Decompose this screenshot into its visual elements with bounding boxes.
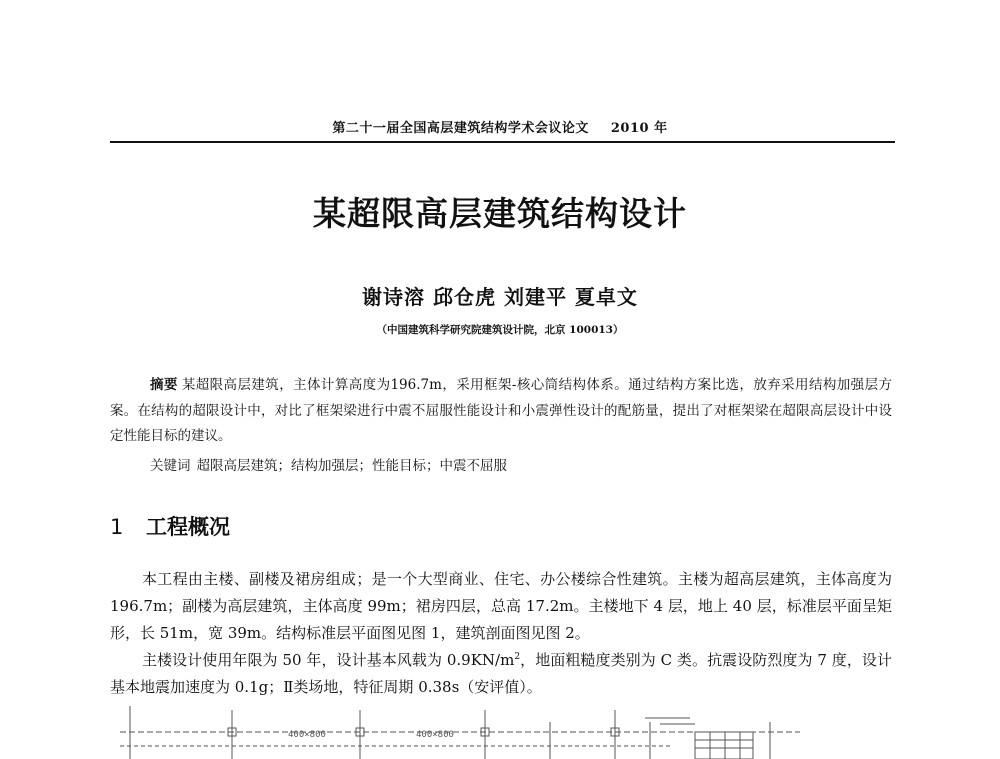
running-head-text: 第二十一届全国高层建筑结构学术会议论文 — [332, 121, 589, 136]
authors: 谢诗溶 邱仓虎 刘建平 夏卓文 — [362, 285, 638, 309]
body-paragraph-1: 本工程由主楼、副楼及裙房组成；是一个大型商业、住宅、办公楼综合性建筑。主楼为超高层建筑，主体高度为 196.7m；副楼为高层建筑，主体高度 99m；裙房四层，总高 17.2m。主楼地下 4 层，地上 40 层，标准层平面呈矩形，长 51m，宽 39m。结构标准层平面图见图 1，建筑剖面图见图 2。 — [110, 570, 892, 642]
body-paragraph-2-part-b: ，地面粗糙度类别为 C 类。抗震设防烈度为 7 度，设计基本地震加速度为 0.1g；Ⅱ类场地，特征周期 0.38s（安评值）。 — [110, 651, 892, 696]
abstract-text: 某超限高层建筑，主体计算高度为196.7m，采用框架-核心筒结构体系。通过结构方案比选，放弃采用结构加强层方案。在结构的超限设计中，对比了框架梁进行中震不屈服性能设计和小震弹性设计的配筋量，提出了对框架梁在超限高层设计中设定性能目标的建议。 — [110, 377, 893, 444]
figure-dim-label-1: 400×800 — [288, 730, 326, 740]
abstract — [110, 373, 892, 450]
abstract-label: 摘要 — [150, 377, 178, 393]
keywords — [150, 455, 890, 477]
figure-dim-label-2: 400×800 — [416, 730, 454, 740]
section-body — [110, 566, 892, 701]
section-heading — [110, 511, 230, 541]
body-paragraph-2 — [110, 647, 892, 701]
body-paragraph-2-part-a: 主楼设计使用年限为 50 年，设计基本风载为 0.9KN/m — [142, 651, 515, 669]
section-number: 1 — [110, 515, 124, 539]
section-title: 工程概况 — [146, 515, 230, 539]
affiliation: （中国建筑科学研究院建筑设计院，北京 100013） — [376, 324, 624, 336]
paper-title: 某超限高层建筑结构设计 — [313, 194, 687, 233]
running-head — [110, 117, 890, 136]
running-head-year: 2010 年 — [610, 121, 668, 136]
header-rule — [110, 141, 895, 143]
keywords-text: 超限高层建筑；结构加强层；性能目标；中震不屈服 — [196, 458, 507, 474]
superscript: 2 — [514, 652, 521, 662]
keywords-label: 关键词 — [150, 458, 191, 474]
figure-floor-plan-fragment — [110, 704, 830, 759]
